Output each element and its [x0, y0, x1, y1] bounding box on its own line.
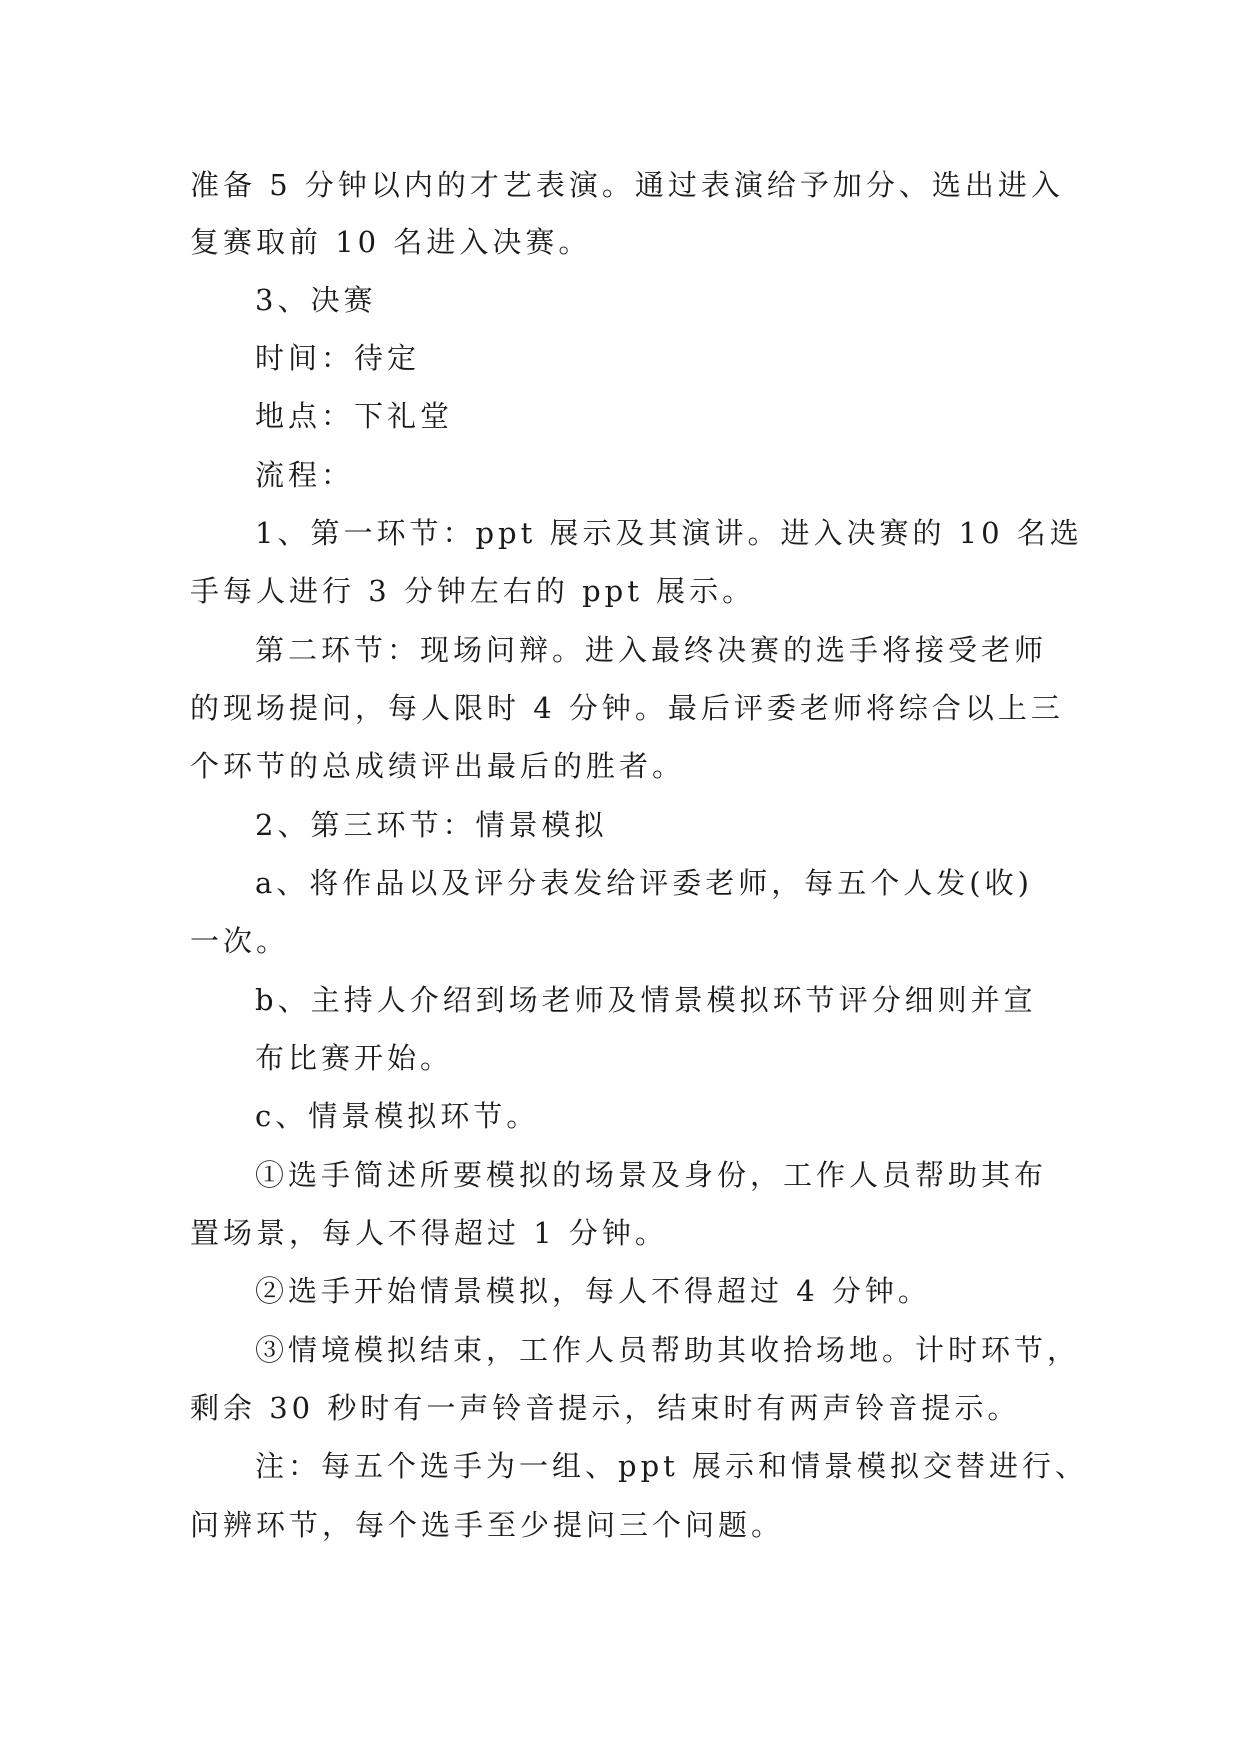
text-line: 手每人进行 3 分钟左右的 ppt 展示。 [190, 574, 756, 608]
text-line: ①选手简述所要模拟的场景及身份，工作人员帮助其布 [255, 1158, 1048, 1192]
text-line: a、将作品以及评分表发给评委老师，每五个人发(收) [255, 866, 1033, 900]
text-line: 注：每五个选手为一组、ppt 展示和情景模拟交替进行、 [255, 1449, 1089, 1483]
text-line: 流程： [255, 458, 355, 492]
text-line: 时间：待定 [255, 341, 421, 375]
text-line: 剩余 30 秒时有一声铃音提示，结束时有两声铃音提示。 [190, 1391, 1021, 1425]
text-line: 2、第三环节：情景模拟 [255, 808, 608, 842]
text-line: 个环节的总成绩评出最后的胜者。 [190, 749, 686, 783]
section-heading: 3、决赛 [255, 283, 377, 317]
text-line: 一次。 [190, 924, 290, 958]
text-line: c、情景模拟环节。 [255, 1099, 540, 1133]
text-line: 地点：下礼堂 [255, 399, 454, 433]
text-line: 准备 5 分钟以内的才艺表演。通过表演给予加分、选出进入 [190, 168, 1064, 202]
text-line: 置场景，每人不得超过 1 分钟。 [190, 1216, 668, 1250]
text-line: ②选手开始情景模拟，每人不得超过 4 分钟。 [255, 1274, 931, 1308]
text-line: b、主持人介绍到场老师及情景模拟环节评分细则并宣 [255, 983, 1037, 1017]
text-line: ③情境模拟结束，工作人员帮助其收拾场地。计时环节， [255, 1333, 1081, 1367]
text-line: 布比赛开始。 [255, 1041, 454, 1075]
text-line: 1、第一环节：ppt 展示及其演讲。进入决赛的 10 名选 [255, 516, 1083, 550]
text-line: 复赛取前 10 名进入决赛。 [190, 225, 592, 259]
text-line: 的现场提问，每人限时 4 分钟。最后评委老师将综合以上三 [190, 691, 1064, 725]
text-line: 第二环节：现场问辩。进入最终决赛的选手将接受老师 [255, 633, 1048, 667]
text-line: 问辨环节，每个选手至少提问三个问题。 [190, 1508, 785, 1542]
